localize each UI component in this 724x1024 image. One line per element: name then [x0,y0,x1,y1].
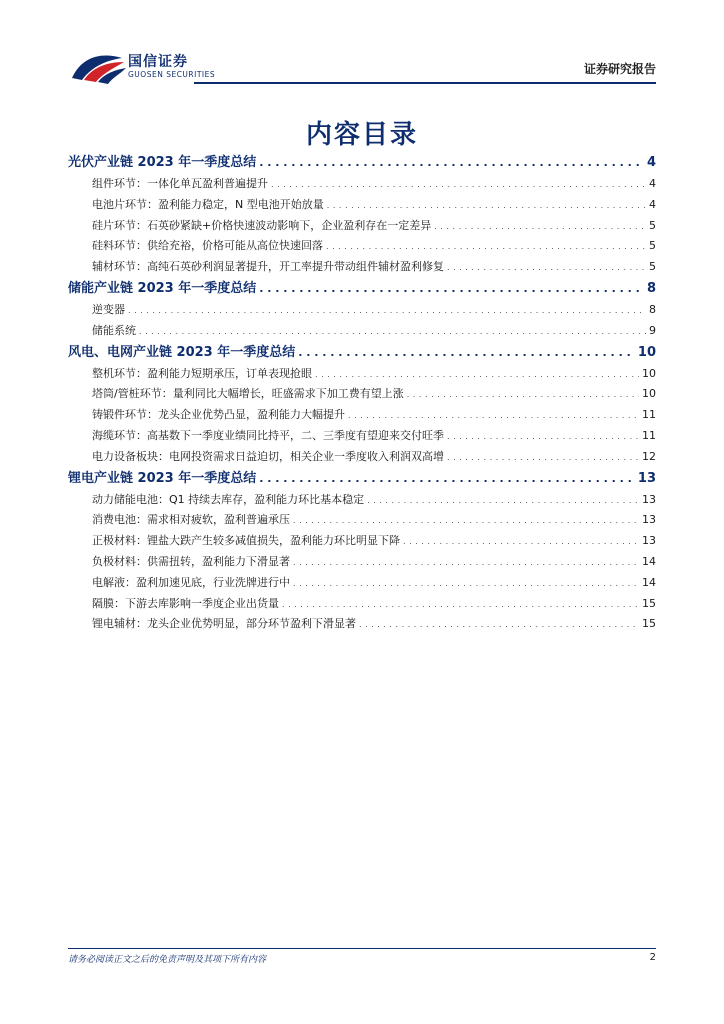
header-divider [194,82,656,84]
toc-entry-title: 电力设备板块：电网投资需求日益迫切，相关企业一季度收入利润双高增 [92,449,444,463]
toc-entry-page: 15 [642,617,656,631]
toc-dot-leader [293,553,639,574]
toc-entry-page: 14 [642,554,656,568]
toc-entry-title: 储能系统 [92,323,136,337]
toc-entry-page: 13 [637,470,656,486]
toc-dot-leader [259,468,635,490]
toc-subsection-entry[interactable] [68,405,656,426]
toc-entry-page: 11 [642,428,656,442]
toc-dot-leader [271,175,646,196]
toc-dot-leader [315,365,639,386]
toc-subsection-entry[interactable] [68,195,656,216]
toc-dot-leader [359,615,639,636]
toc-entry-page: 4 [649,177,656,190]
toc-entry-title: 消费电池：需求相对疲软，盈利普遍承压 [92,513,290,527]
toc-entry-page: 15 [642,596,656,610]
toc-entry-title: 正极材料：锂盐大跌产生较多减值损失，盈利能力环比明显下降 [92,534,400,548]
toc-dot-leader [298,342,635,364]
toc-dot-leader [259,278,644,300]
toc-entry-page: 9 [649,323,656,337]
toc-entry-page: 13 [642,492,656,506]
toc-entry-title: 锂电产业链 2023 年一季度总结 [68,470,257,486]
toc-dot-leader [293,511,639,532]
toc-dot-leader [447,448,639,469]
toc-subsection-entry[interactable] [68,531,656,552]
page-header [68,46,656,86]
toc-entry-page: 5 [649,239,656,253]
toc-entry-title: 光伏产业链 2023 年一季度总结 [68,155,257,170]
toc-entry-title: 硅料环节：供给充裕，价格可能从高位快速回落 [92,239,323,253]
toc-entry-title: 组件环节：一体化单瓦盈利普遍提升 [92,177,268,190]
page-number: 2 [649,952,656,963]
toc-section-entry[interactable] [68,468,656,490]
toc-dot-leader [403,532,639,553]
toc-subsection-entry[interactable] [68,321,656,342]
toc-entry-title: 海缆环节：高基数下一季度业绩同比持平，二、三季度有望迎来交付旺季 [92,428,444,442]
toc-dot-leader [259,152,644,174]
toc-entry-page: 5 [649,218,656,232]
toc-subsection-entry[interactable] [68,552,656,573]
toc-entry-page: 5 [649,260,656,274]
toc-entry-title: 锂电辅材：龙头企业优势明显，部分环节盈利下滑显著 [92,617,356,631]
toc-entry-page: 12 [642,449,656,463]
toc-entry-page: 13 [642,534,656,548]
toc-entry-title: 隔膜：下游去库影响一季度企业出货量 [92,596,279,610]
toc-entry-title: 逆变器 [92,302,125,316]
toc-entry-title: 风电、电网产业链 2023 年一季度总结 [68,344,296,360]
brand-name-en: GUOSEN SECURITIES [128,70,216,79]
toc-entry-page: 10 [637,344,656,360]
toc-dot-leader [447,258,646,279]
toc-dot-leader [282,595,639,616]
toc-section-entry[interactable] [68,342,656,364]
guosen-logo-icon [68,50,130,84]
toc-subsection-entry[interactable] [68,216,656,237]
toc-subsection-entry[interactable] [68,236,656,257]
toc-subsection-entry[interactable] [68,510,656,531]
toc-entry-title: 负极材料：供需扭转，盈利能力下滑显著 [92,554,290,568]
toc-entry-page: 10 [642,387,656,401]
toc-entry-title: 辅材环节：高纯石英砂利润显著提升，开工率提升带动组件辅材盈利修复 [92,260,444,274]
toc-dot-leader [139,322,646,343]
toc-entry-title: 储能产业链 2023 年一季度总结 [68,280,257,296]
toc-section-entry[interactable] [68,278,656,300]
toc-entry-page: 4 [646,155,656,170]
toc-entry-title: 动力储能电池：Q1 持续去库存，盈利能力环比基本稳定 [92,492,365,506]
toc-dot-leader [447,427,639,448]
toc-subsection-entry[interactable] [68,447,656,468]
toc-entry-title: 硅片环节：石英砂紧缺+价格快速波动影响下，企业盈利存在一定差异 [92,218,432,232]
toc-entry-title: 整机环节：盈利能力短期承压，订单表现抢眼 [92,366,312,380]
toc-title: 内容目录 [305,120,418,150]
table-of-contents [68,152,656,635]
toc-dot-leader [128,301,646,322]
toc-subsection-entry[interactable] [68,573,656,594]
toc-subsection-entry[interactable] [68,364,656,385]
brand-name-cn: 国信证券 [128,54,188,70]
footer-disclaimer: 请务必阅读正文之后的免责声明及其项下所有内容 [68,955,267,965]
toc-entry-page: 10 [642,366,656,380]
toc-dot-leader [293,574,639,595]
toc-dot-leader [327,196,646,217]
toc-subsection-entry[interactable] [68,174,656,195]
toc-subsection-entry[interactable] [68,257,656,278]
toc-subsection-entry[interactable] [68,426,656,447]
toc-subsection-entry[interactable] [68,490,656,511]
toc-dot-leader [326,237,646,258]
toc-subsection-entry[interactable] [68,300,656,321]
toc-dot-leader [348,406,639,427]
toc-subsection-entry[interactable] [68,614,656,635]
toc-entry-title: 铸锻件环节：龙头企业优势凸显，盈利能力大幅提升 [92,408,345,422]
toc-dot-leader [434,217,646,238]
toc-dot-leader [407,385,639,406]
toc-dot-leader [367,491,639,512]
report-type-label: 证券研究报告 [583,62,656,76]
toc-entry-page: 8 [649,302,656,316]
toc-subsection-entry[interactable] [68,384,656,405]
toc-subsection-entry[interactable] [68,594,656,615]
toc-entry-title: 电池片环节：盈利能力稳定，N 型电池开始放量 [92,197,324,211]
toc-entry-page: 11 [642,408,656,422]
toc-entry-title: 电解液：盈利加速见底，行业洗牌进行中 [92,575,290,589]
toc-entry-page: 14 [642,575,656,589]
footer-divider [68,948,656,949]
toc-entry-title: 塔筒/管桩环节：量利同比大幅增长，旺盛需求下加工费有望上涨 [92,387,404,401]
toc-entry-page: 8 [646,280,656,296]
toc-entry-page: 4 [649,197,656,211]
toc-section-entry[interactable] [68,152,656,174]
toc-entry-page: 13 [642,513,656,527]
